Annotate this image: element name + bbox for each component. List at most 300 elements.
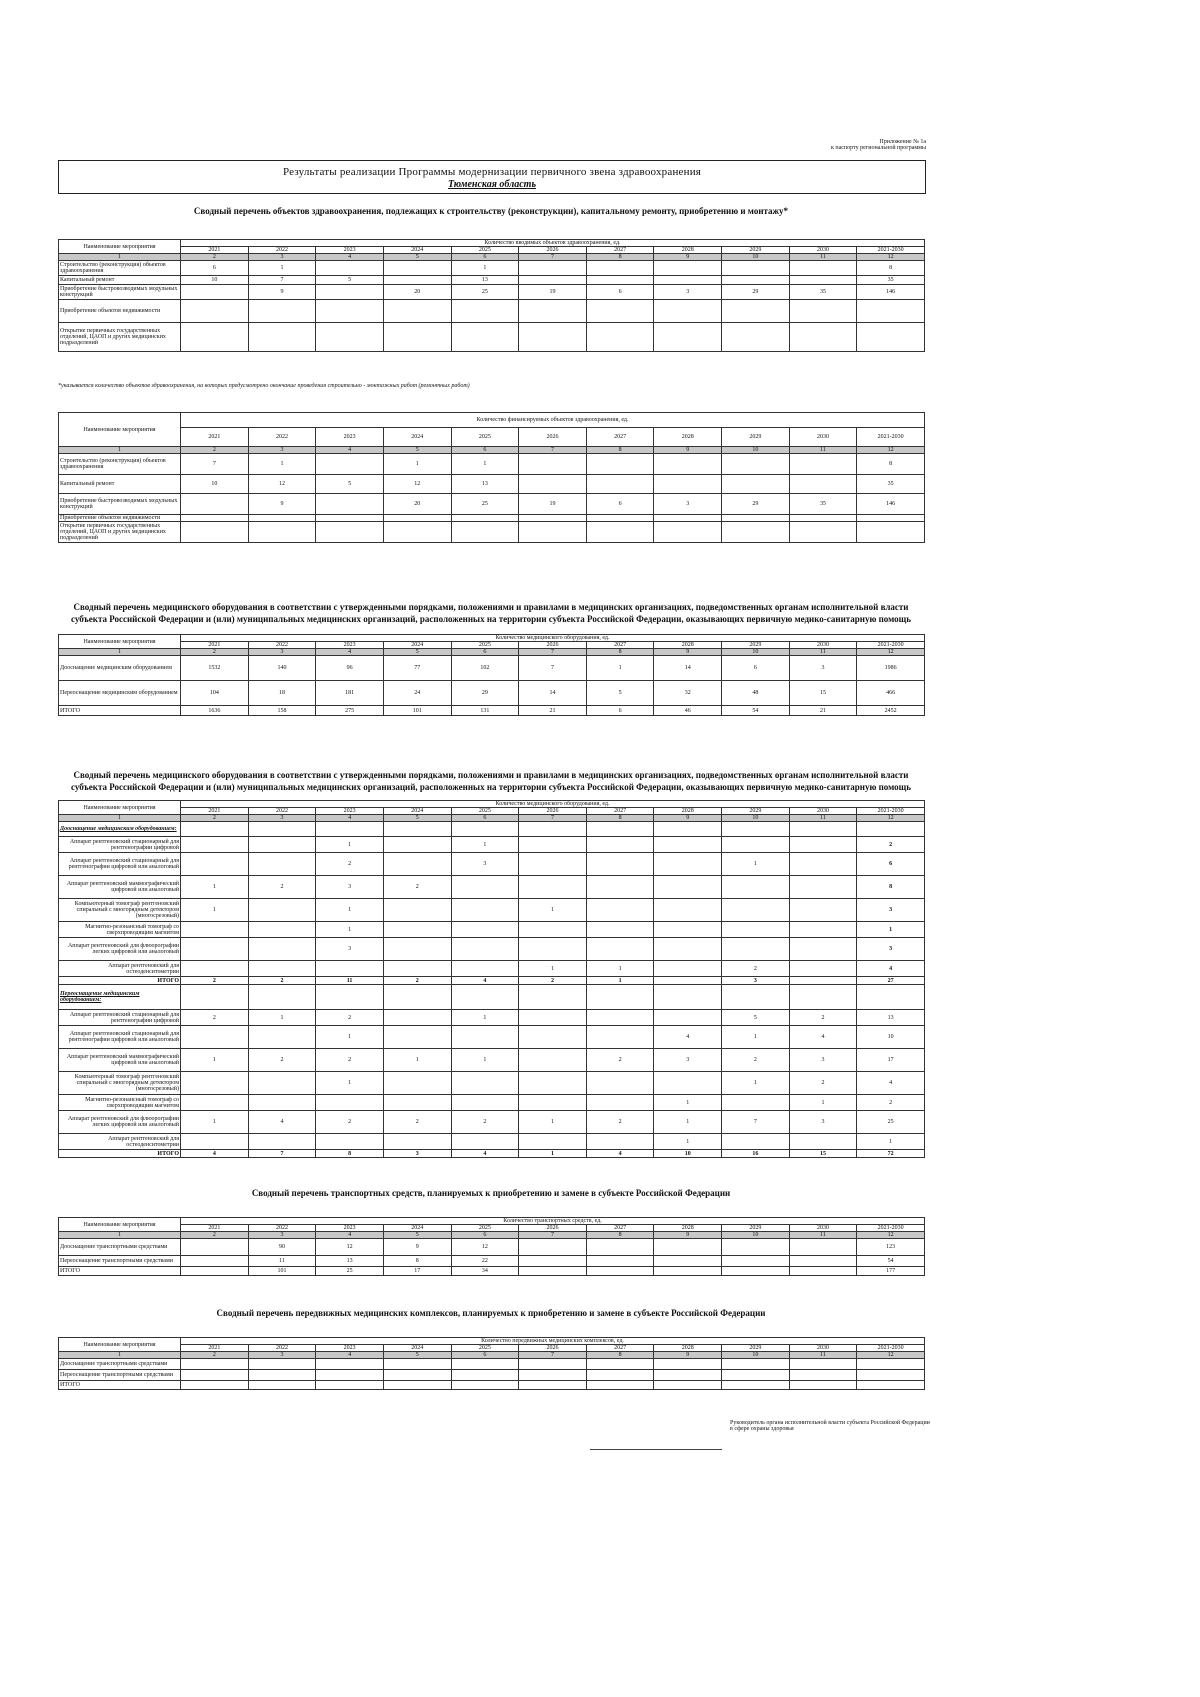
group-label: Дооснащение медицинским оборудованием: [59, 822, 181, 837]
row-value [586, 1256, 654, 1267]
row-value [789, 1359, 857, 1370]
row-value [248, 1095, 316, 1111]
row-label: Приобретение объектов недвижимости [59, 515, 181, 522]
row-value: 8 [857, 454, 925, 475]
row-value: 1 [451, 1010, 519, 1026]
row-value [586, 938, 654, 961]
table-row [59, 475, 925, 494]
row-value [722, 1095, 790, 1111]
row-value [789, 876, 857, 899]
year-header: 2029 [722, 428, 790, 447]
year-header: 2029 [722, 1225, 790, 1232]
table-row [59, 876, 925, 899]
row-value: 1 [316, 922, 384, 938]
row-value [181, 1026, 249, 1049]
section5-title: Сводный перечень транспортных средств, планируемых к приобретению и замене в субъекте Российской Федерации [251, 1188, 731, 1198]
row-value: 1532 [181, 656, 249, 681]
row-value: 25 [316, 1267, 384, 1276]
row-value: 1 [316, 1072, 384, 1095]
row-value: 21 [789, 706, 857, 716]
row-value [586, 876, 654, 899]
row-value: 35 [789, 285, 857, 300]
row-value: 3 [316, 876, 384, 899]
appendix-header [700, 139, 926, 152]
years-row [59, 428, 925, 447]
row-value: 13 [857, 1010, 925, 1026]
year-header: 2025 [451, 247, 519, 254]
year-header: 2027 [586, 1225, 654, 1232]
row-value: 6 [722, 656, 790, 681]
year-header: 2029 [722, 808, 790, 815]
year-header: 2024 [383, 247, 451, 254]
row-value: 6 [181, 261, 249, 276]
table-row [59, 853, 925, 876]
row-value: 146 [857, 285, 925, 300]
row-value: 2 [789, 1010, 857, 1026]
row-value: 12 [316, 1239, 384, 1256]
row-value: 2 [857, 837, 925, 853]
row-value: 1 [722, 1026, 790, 1049]
empty-cell [586, 985, 654, 1010]
year-header: 2028 [654, 1345, 722, 1352]
row-value [519, 1072, 587, 1095]
row-value [654, 1256, 722, 1267]
table-row [59, 276, 925, 285]
row-value: 2 [383, 1111, 451, 1134]
row-value [181, 853, 249, 876]
row-value: 2 [519, 977, 587, 985]
table-row [59, 1381, 925, 1390]
year-header: 2021-2030 [857, 642, 925, 649]
row-value: 2 [383, 977, 451, 985]
row-value: 4 [789, 1026, 857, 1049]
year-header: 2025 [451, 808, 519, 815]
row-label: Открытие первичных государственных отделений, ЦАОП и других медицинских подразделений [59, 323, 181, 352]
row-value: 1 [451, 1049, 519, 1072]
row-label: Дооснащение медицинским оборудованием [59, 656, 181, 681]
row-value [519, 876, 587, 899]
year-header: 2021-2030 [857, 1345, 925, 1352]
row-value [181, 961, 249, 977]
row-value: 3 [857, 938, 925, 961]
row-value: 2 [248, 977, 316, 985]
row-value: 13 [316, 1256, 384, 1267]
year-header: 2026 [519, 808, 587, 815]
table-row [59, 261, 925, 276]
row-value [789, 899, 857, 922]
table-row [59, 515, 925, 522]
row-value: 2 [586, 1111, 654, 1134]
row-value [519, 515, 587, 522]
row-value [519, 853, 587, 876]
row-value [722, 837, 790, 853]
table-row [59, 1134, 925, 1150]
row-value [451, 515, 519, 522]
row-value [519, 837, 587, 853]
row-value [654, 876, 722, 899]
row-value [316, 1359, 384, 1370]
row-value [586, 1359, 654, 1370]
column-number: 9 [654, 1352, 722, 1359]
row-value: 123 [857, 1239, 925, 1256]
row-label: Компьютерный томограф рентгеновский спиральный с многорядным детектором (многосрезовый) [59, 1072, 181, 1095]
row-value: 10 [181, 475, 249, 494]
row-value [451, 323, 519, 352]
row-label: Капитальный ремонт [59, 276, 181, 285]
row-value [722, 1256, 790, 1267]
row-value [722, 300, 790, 323]
row-value [519, 1095, 587, 1111]
row-value: 3 [654, 494, 722, 515]
group-header: Количество вводимых объектов здравоохранения, ед. [181, 240, 925, 247]
row-value [519, 1370, 587, 1381]
row-value [451, 1381, 519, 1390]
row-value [519, 1049, 587, 1072]
row-value [248, 1359, 316, 1370]
header-row [59, 1218, 925, 1225]
row-value [654, 922, 722, 938]
row-label: Аппарат рентгеновский стационарный для рентгенографии цифровой [59, 1010, 181, 1026]
row-value [857, 1370, 925, 1381]
row-value: 2 [586, 1049, 654, 1072]
row-value: 77 [383, 656, 451, 681]
column-number: 5 [383, 649, 451, 656]
row-value: 8 [383, 1256, 451, 1267]
row-value [654, 300, 722, 323]
header-row [59, 801, 925, 808]
name-column-header: Наименование мероприятия [59, 240, 181, 254]
year-header: 2023 [316, 808, 384, 815]
row-label: Приобретение быстровозводимых модульных конструкций [59, 285, 181, 300]
row-label: ИТОГО [59, 1381, 181, 1390]
row-value [654, 475, 722, 494]
row-value: 6 [586, 285, 654, 300]
column-number: 6 [451, 649, 519, 656]
row-value: 1986 [857, 656, 925, 681]
row-value [654, 1370, 722, 1381]
row-value: 466 [857, 681, 925, 706]
column-number: 6 [451, 815, 519, 822]
row-value [248, 938, 316, 961]
row-value [586, 300, 654, 323]
row-value: 2 [181, 1010, 249, 1026]
signature-caption: Руководитель органа исполнительной власти субъекта Российской Федерации в сфере охраны здоровья [730, 1420, 930, 1433]
table-row [59, 681, 925, 706]
row-label: Аппарат рентгеновский маммографический цифровой или аналоговый [59, 876, 181, 899]
row-value: 54 [722, 706, 790, 716]
column-number: 4 [316, 447, 384, 454]
row-value: 3 [654, 1049, 722, 1072]
table-row [59, 656, 925, 681]
year-header: 2027 [586, 642, 654, 649]
row-value: 1 [383, 1049, 451, 1072]
row-label: Дооснащение транспортными средствами [59, 1359, 181, 1370]
row-value [586, 522, 654, 543]
row-value: 104 [181, 681, 249, 706]
row-value [789, 938, 857, 961]
row-value [451, 961, 519, 977]
row-value [586, 475, 654, 494]
region-name: Тюменская область [447, 179, 537, 190]
row-value [519, 276, 587, 285]
row-label: Переоснащение транспортными средствами [59, 1256, 181, 1267]
column-number: 2 [181, 1232, 249, 1239]
row-value [789, 454, 857, 475]
row-value [722, 876, 790, 899]
row-value [857, 1359, 925, 1370]
row-value [181, 285, 249, 300]
row-value [654, 454, 722, 475]
row-value: 11 [248, 1256, 316, 1267]
row-value [519, 1267, 587, 1276]
table-row [59, 938, 925, 961]
row-value: 2 [316, 1010, 384, 1026]
row-value: 20 [383, 285, 451, 300]
table-row [59, 961, 925, 977]
row-label: Аппарат рентгеновский стационарный для рентгенографии цифровой или аналоговый [59, 1026, 181, 1049]
row-value: 17 [857, 1049, 925, 1072]
row-value [316, 494, 384, 515]
row-value: 25 [451, 494, 519, 515]
column-number: 3 [248, 815, 316, 822]
year-header: 2027 [586, 808, 654, 815]
row-value [248, 899, 316, 922]
name-column-header: Наименование мероприятия [59, 635, 181, 649]
row-value: 13 [451, 276, 519, 285]
row-value [383, 1370, 451, 1381]
row-label: Аппарат рентгеновский стационарный для рентгенографии цифровой или аналоговый [59, 853, 181, 876]
row-value: 101 [383, 706, 451, 716]
column-number: 5 [383, 447, 451, 454]
year-header: 2029 [722, 247, 790, 254]
row-value [316, 1381, 384, 1390]
row-value [586, 1239, 654, 1256]
empty-cell [316, 985, 384, 1010]
table-row [59, 1111, 925, 1134]
row-value: 146 [857, 494, 925, 515]
year-header: 2030 [789, 1225, 857, 1232]
row-value: 1 [451, 261, 519, 276]
row-label: ИТОГО [59, 1150, 181, 1158]
table-row [59, 837, 925, 853]
row-value [654, 515, 722, 522]
row-value: 24 [383, 681, 451, 706]
year-header: 2025 [451, 642, 519, 649]
row-value [789, 1381, 857, 1390]
row-value [519, 1026, 587, 1049]
row-value: 5 [586, 681, 654, 706]
row-value [383, 1134, 451, 1150]
row-value: 32 [654, 681, 722, 706]
row-value [586, 899, 654, 922]
table-row [59, 922, 925, 938]
year-header: 2028 [654, 642, 722, 649]
row-value: 35 [789, 494, 857, 515]
column-number: 10 [722, 254, 790, 261]
row-value: 35 [857, 276, 925, 285]
row-value: 20 [383, 494, 451, 515]
row-value: 15 [789, 1150, 857, 1158]
row-value: 29 [722, 285, 790, 300]
transport-table [58, 1217, 925, 1276]
year-header: 2022 [248, 247, 316, 254]
row-value: 7 [248, 276, 316, 285]
row-value [789, 261, 857, 276]
row-value [181, 1370, 249, 1381]
year-header: 2028 [654, 808, 722, 815]
header-row [59, 413, 925, 428]
column-number: 12 [857, 1352, 925, 1359]
row-value: 2 [316, 853, 384, 876]
row-label: Переоснащение медицинским оборудованием [59, 681, 181, 706]
row-value [181, 938, 249, 961]
row-value [383, 515, 451, 522]
year-header: 2022 [248, 1225, 316, 1232]
name-column-header: Наименование мероприятия [59, 1218, 181, 1232]
empty-cell [722, 822, 790, 837]
row-value [451, 1026, 519, 1049]
row-value [722, 454, 790, 475]
row-value [654, 1010, 722, 1026]
row-value [316, 261, 384, 276]
empty-cell [248, 822, 316, 837]
column-number: 1 [59, 447, 181, 454]
row-value [451, 300, 519, 323]
row-value: 19 [519, 494, 587, 515]
year-header: 2023 [316, 1345, 384, 1352]
column-number: 6 [451, 447, 519, 454]
year-header: 2022 [248, 428, 316, 447]
table-row [59, 1267, 925, 1276]
year-header: 2021-2030 [857, 1225, 925, 1232]
empty-cell [383, 985, 451, 1010]
section4-title: Сводный перечень медицинского оборудования в соответствии с утвержденными порядками, положениями и правилами в медицинских организациях, подведомственных органам исполнительной власти субъекта Российской Федерации и (или) муниципальных медицинских организаций, расположенных на территории субъекта Российской Федерации, оказывающих первичную медико-санитарную помощь [70, 770, 911, 792]
row-value [789, 1134, 857, 1150]
row-value [383, 899, 451, 922]
year-header: 2022 [248, 642, 316, 649]
years-row [59, 247, 925, 254]
column-number: 11 [789, 1352, 857, 1359]
row-label: Приобретение объектов недвижимости [59, 300, 181, 323]
empty-cell [654, 985, 722, 1010]
row-value: 4 [586, 1150, 654, 1158]
row-value: 27 [857, 977, 925, 985]
row-value [722, 1239, 790, 1256]
column-number: 1 [59, 254, 181, 261]
row-value: 2 [316, 1049, 384, 1072]
row-value [586, 276, 654, 285]
row-value: 1 [181, 1049, 249, 1072]
row-value [316, 515, 384, 522]
column-number-row [59, 649, 925, 656]
column-number: 12 [857, 254, 925, 261]
row-value: 275 [316, 706, 384, 716]
row-label: Аппарат рентгеновский маммографический цифровой или аналоговый [59, 1049, 181, 1072]
column-number-row [59, 447, 925, 454]
row-value [857, 515, 925, 522]
row-value [654, 938, 722, 961]
row-value [181, 1239, 249, 1256]
row-value: 9 [248, 494, 316, 515]
column-number: 1 [59, 649, 181, 656]
row-value [316, 454, 384, 475]
column-number: 8 [586, 1232, 654, 1239]
row-value [316, 1095, 384, 1111]
row-value: 1 [857, 1134, 925, 1150]
row-label: Магнитно-резонансный томограф со сверхпроводящим магнитом [59, 1095, 181, 1111]
column-number: 1 [59, 1232, 181, 1239]
empty-cell [857, 822, 925, 837]
column-number: 7 [519, 1352, 587, 1359]
row-value [789, 1256, 857, 1267]
years-row [59, 642, 925, 649]
row-value: 2 [857, 1095, 925, 1111]
column-number: 5 [383, 1232, 451, 1239]
row-value [181, 1134, 249, 1150]
row-value: 10 [654, 1150, 722, 1158]
row-value [316, 285, 384, 300]
year-header: 2021 [181, 642, 249, 649]
row-value: 46 [654, 706, 722, 716]
section3-title: Сводный перечень медицинского оборудования в соответствии с утвержденными порядками, положениями и правилами в медицинских организациях, подведомственных органам исполнительной власти субъекта Российской Федерации и (или) муниципальных медицинских организаций, расположенных на территории субъекта Российской Федерации, оказывающих первичную медико-санитарную помощь [70, 602, 911, 624]
row-value: 4 [451, 1150, 519, 1158]
section1-footnote: *указывается количество объектов здравоохранения, на которых предусмотрено окончание проведения строительно - монтажных работ (ремонтных работ) [58, 383, 470, 389]
row-value: 3 [789, 1049, 857, 1072]
year-header: 2021-2030 [857, 247, 925, 254]
row-value: 1 [586, 656, 654, 681]
empty-cell [316, 822, 384, 837]
table-row [59, 285, 925, 300]
row-value: 12 [248, 475, 316, 494]
column-number: 10 [722, 447, 790, 454]
year-header: 2026 [519, 247, 587, 254]
row-value [519, 938, 587, 961]
row-value [248, 1072, 316, 1095]
row-value [654, 276, 722, 285]
row-value: 1 [857, 922, 925, 938]
empty-cell [383, 822, 451, 837]
year-header: 2023 [316, 247, 384, 254]
row-value [383, 961, 451, 977]
year-header: 2025 [451, 1345, 519, 1352]
column-number: 7 [519, 1232, 587, 1239]
row-value: 5 [316, 475, 384, 494]
row-value: 25 [451, 285, 519, 300]
row-value [181, 522, 249, 543]
row-value: 1 [519, 961, 587, 977]
column-number: 11 [789, 1232, 857, 1239]
row-value [451, 1095, 519, 1111]
row-value: 158 [248, 706, 316, 716]
year-header: 2026 [519, 1225, 587, 1232]
table-row [59, 1256, 925, 1267]
row-value [722, 261, 790, 276]
year-header: 2021 [181, 428, 249, 447]
row-value: 54 [857, 1256, 925, 1267]
row-value [248, 961, 316, 977]
row-label: Переоснащение транспортными средствами [59, 1370, 181, 1381]
column-number: 9 [654, 815, 722, 822]
year-header: 2021-2030 [857, 808, 925, 815]
row-value [654, 977, 722, 985]
objects-input-table [58, 239, 925, 352]
row-value: 1 [519, 899, 587, 922]
empty-cell [722, 985, 790, 1010]
row-value [451, 1370, 519, 1381]
row-value [654, 1239, 722, 1256]
section1-title: Сводный перечень объектов здравоохранения, подлежащих к строительству (реконструкции), капитальному ремонту, приобретению и монтажу* [193, 206, 789, 216]
table-row [59, 300, 925, 323]
